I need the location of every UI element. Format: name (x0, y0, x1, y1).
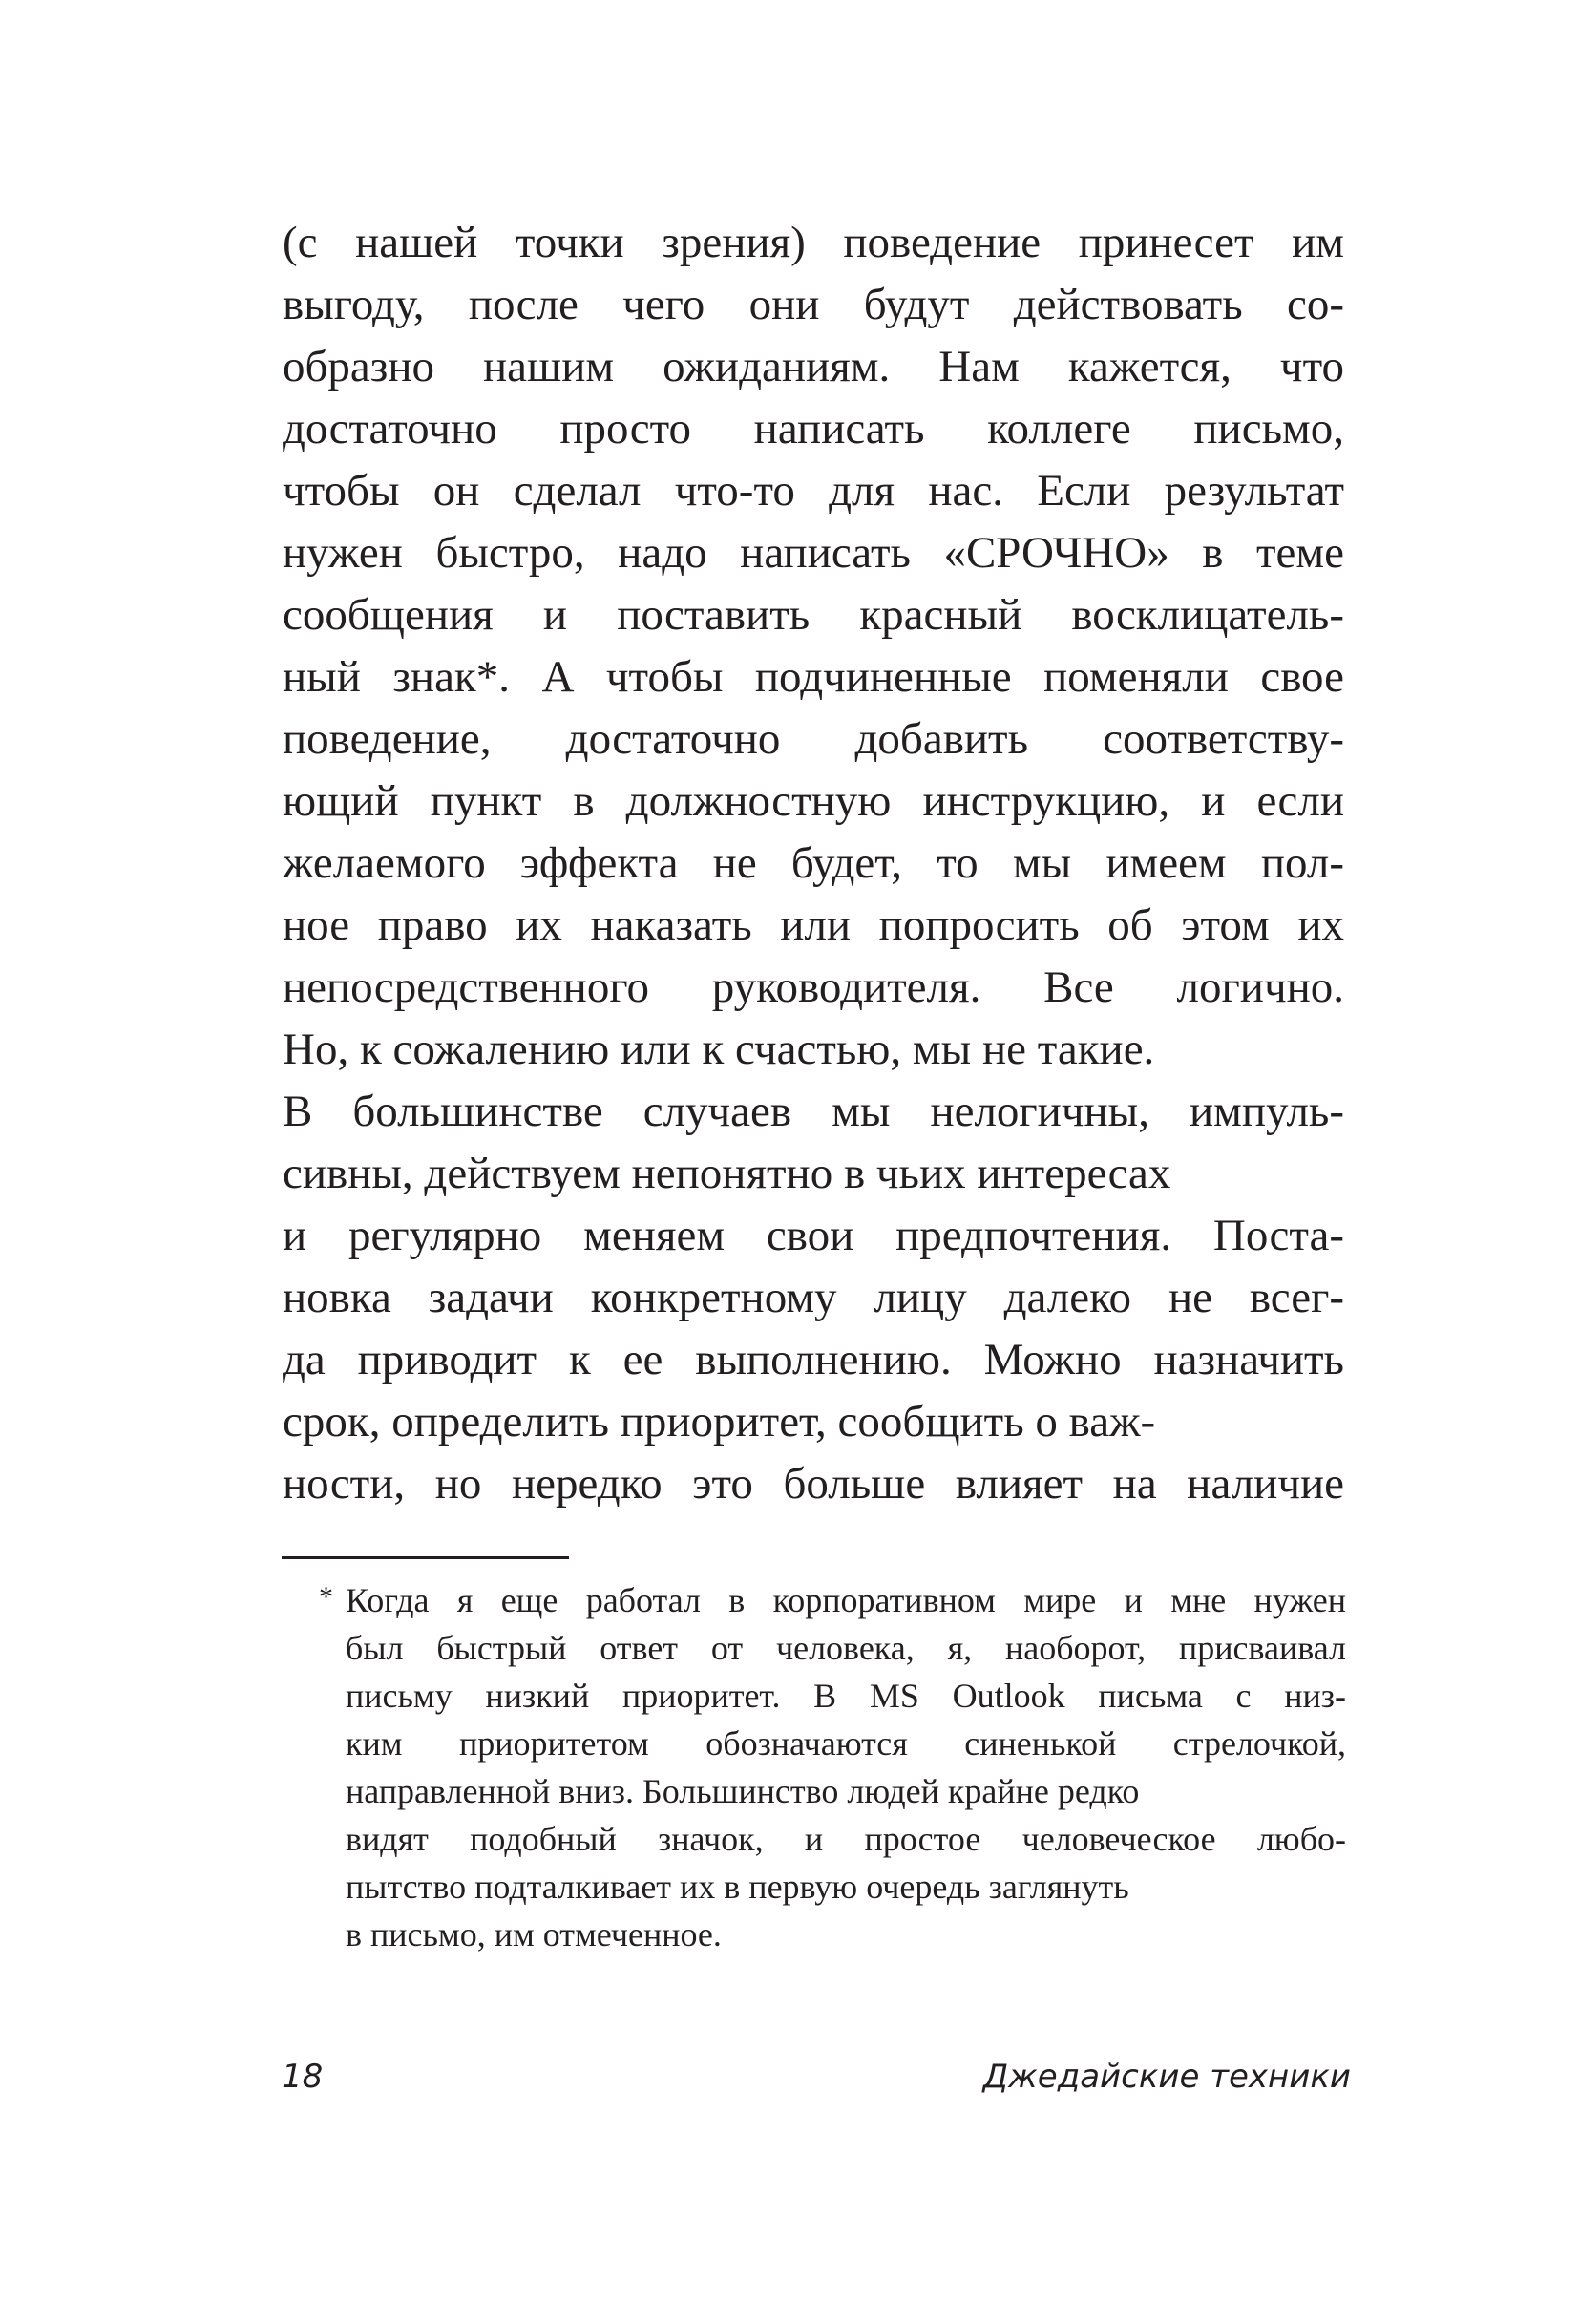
footnote-line: Когда я еще работал в корпоративном мире и мне нужен (346, 1581, 1346, 1619)
body-line: ющий пункт в должностную инструкцию, и если (283, 776, 1344, 826)
body-line: Но, к сожалению или к счастью, мы не такие. (283, 1025, 1155, 1074)
footnote-line: письму низкий приоритет. В MS Outlook письма с низ- (346, 1677, 1346, 1715)
page-number: 18 (282, 2058, 324, 2096)
body-line: достаточно просто написать коллеге письмо, (283, 404, 1344, 454)
footnote-line: пытство подталкивает их в первую очередь заглянуть (346, 1868, 1129, 1906)
body-line: срок, определить приоритет, сообщить о важ- (283, 1397, 1156, 1447)
footnote-marker: * (319, 1581, 333, 1613)
body-line: образно нашим ожиданиям. Нам кажется, что (283, 342, 1344, 391)
body-line: ное право их наказать или попросить об этом их (283, 900, 1344, 950)
body-line: и регулярно меняем свои предпочтения. Поста- (283, 1211, 1344, 1260)
footnote-line: в письмо, им отмеченное. (346, 1915, 722, 1954)
body-line: В большинстве случаев мы нелогичны, импуль- (283, 1087, 1344, 1136)
body-line: чтобы он сделал что-то для нас. Если результат (283, 466, 1344, 516)
body-text (283, 212, 1344, 1515)
body-line: желаемого эффекта не будет, то мы имеем пол- (283, 838, 1344, 888)
body-line: сивны, действуем непонятно в чьих интересах (283, 1149, 1171, 1198)
body-line: поведение, достаточно добавить соответству- (283, 714, 1344, 764)
footnote-line: ким приоритетом обозначаются синенькой стрелочкой, (346, 1724, 1346, 1763)
footnote-line: направленной вниз. Большинство людей крайне редко (346, 1772, 1140, 1810)
body-line: сообщения и поставить красный восклицатель- (283, 590, 1344, 640)
body-line: нужен быстро, надо написать «СРОЧНО» в теме (283, 528, 1344, 578)
body-line: (с нашей точки зрения) поведение принесет им (283, 218, 1344, 267)
footnote-text (346, 1576, 1346, 1958)
footnote-divider (282, 1556, 569, 1559)
body-line: да приводит к ее выполнению. Можно назначить (283, 1335, 1344, 1384)
body-line: ности, но нередко это больше влияет на наличие (283, 1459, 1344, 1509)
running-title: Джедайские техники (982, 2058, 1351, 2096)
footnote-line: был быстрый ответ от человека, я, наоборот, присваивал (346, 1629, 1346, 1667)
body-line: непосредственного руководителя. Все логично. (283, 962, 1344, 1012)
body-line: ный знак*. А чтобы подчиненные поменяли свое (283, 652, 1344, 702)
body-line: выгоду, после чего они будут действовать со- (283, 280, 1344, 329)
page-footer (282, 2053, 1351, 2101)
body-line: новка задачи конкретному лицу далеко не всег- (283, 1273, 1344, 1322)
footnote-line: видят подобный значок, и простое человеческое любо- (346, 1820, 1346, 1858)
